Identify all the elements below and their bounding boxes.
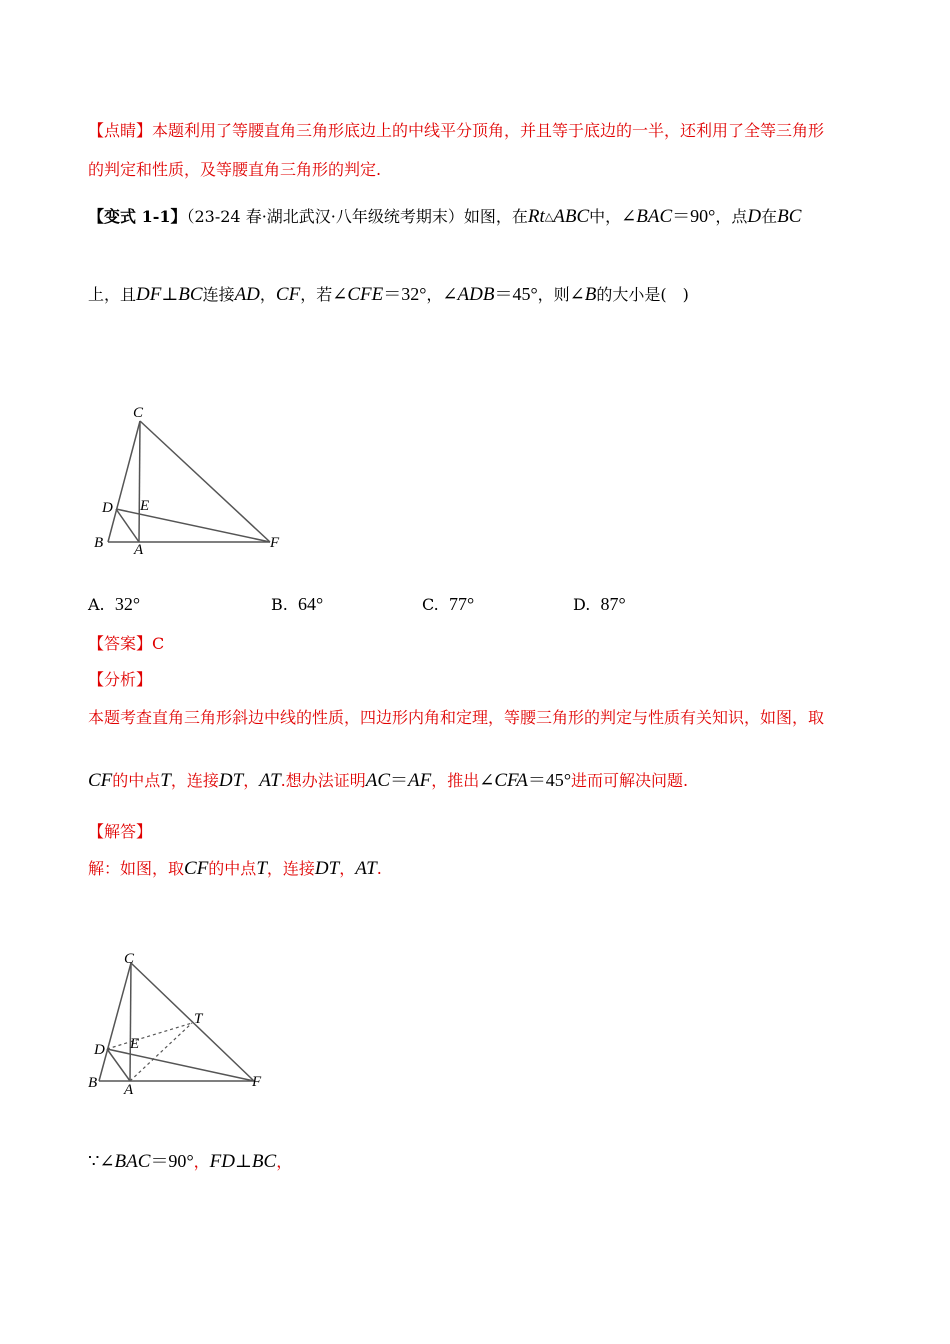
solution-text: 解：如图，取: [88, 859, 185, 878]
option-a[interactable]: [88, 594, 140, 615]
tip-line-1: [88, 118, 824, 141]
answer-value: C: [152, 634, 165, 653]
analysis-text: 的中点: [112, 771, 161, 790]
because-bac: BAC: [114, 1151, 151, 1172]
segment-ca: [130, 963, 131, 1081]
problem-text-zhong: 中，: [589, 207, 622, 226]
point-label-b: B: [94, 535, 104, 551]
analysis-line-2: [88, 766, 688, 792]
because-fd: FD: [209, 1151, 235, 1172]
angle-symbol: ∠: [569, 284, 585, 304]
analysis-at: AT: [259, 770, 281, 791]
segment-dt: [107, 1023, 192, 1049]
problem-bac: BAC: [636, 206, 673, 227]
analysis-text: .想办法证明: [280, 771, 366, 790]
solution-dt: DT: [314, 858, 340, 879]
point-label-d: D: [102, 500, 113, 516]
analysis-label: [88, 667, 152, 690]
segment-cf: [140, 421, 270, 542]
problem-ad: AD: [234, 284, 260, 305]
problem-label: 【变式 1-1】: [88, 207, 187, 226]
option-b-letter: B.: [271, 595, 288, 614]
analysis-text: ，连接: [170, 771, 219, 790]
solution-text: 的中点: [208, 859, 257, 878]
analysis-cf: CF: [88, 770, 113, 791]
problem-tail: 的大小是( ): [596, 285, 689, 304]
because-symbol: ∵: [88, 1151, 100, 1171]
problem-text-lianjie: 连接: [202, 285, 235, 304]
analysis-eq45: ＝45: [527, 770, 564, 790]
angle-symbol: ∠: [479, 770, 495, 790]
degree-symbol: °: [132, 594, 141, 614]
degree-symbol: °: [466, 594, 475, 614]
option-b-value: 64: [298, 594, 317, 614]
analysis-text: 进而可解决问题.: [571, 771, 689, 790]
solution-t: T: [256, 858, 267, 879]
option-a-value: 32: [114, 594, 133, 614]
segment-cb: [108, 421, 140, 542]
problem-cf: CF: [275, 284, 301, 305]
point-label-t: T: [194, 1011, 203, 1027]
figure-1: [88, 398, 288, 558]
problem-bc: BC: [777, 206, 802, 227]
solution-text: ，: [339, 859, 356, 878]
answer-label: 【答案】: [88, 634, 153, 653]
problem-cfe: CFE: [347, 284, 384, 305]
problem-comma: ，: [259, 285, 276, 304]
point-label-d: D: [94, 1042, 105, 1058]
problem-bc2: BC: [178, 284, 203, 305]
triangle-symbol: △: [544, 210, 554, 223]
point-label-b: B: [88, 1075, 98, 1091]
analysis-dt: DT: [218, 770, 244, 791]
analysis-text: ，推出: [431, 771, 480, 790]
problem-text-dian: ，点: [715, 207, 748, 226]
point-label-e: E: [140, 498, 150, 514]
analysis-t: T: [160, 770, 171, 791]
problem-text-zai: 在: [761, 207, 778, 226]
problem-df: DF: [136, 284, 162, 305]
solution-label-text: 【解答】: [88, 822, 153, 841]
tip-text-1: 本题利用了等腰直角三角形底边上的中线平分顶角，并且等于底边的一半，还利用了全等三角形: [152, 121, 825, 140]
option-c[interactable]: [422, 594, 474, 615]
solution-label: [88, 819, 152, 842]
segment-cb: [99, 963, 131, 1081]
degree-symbol: °: [186, 1151, 194, 1171]
tip-label: 【点睛】: [88, 121, 153, 140]
problem-text-ze: ，则: [537, 285, 570, 304]
problem-text-ruo: ，若: [300, 285, 333, 304]
problem-comma: ，: [426, 285, 443, 304]
solution-at: AT: [355, 858, 377, 879]
because-comma: ，: [193, 1152, 210, 1171]
analysis-label-text: 【分析】: [88, 670, 153, 689]
option-a-letter: A.: [88, 595, 105, 614]
problem-b: B: [584, 284, 597, 305]
option-b[interactable]: [271, 594, 323, 615]
because-end: ，: [276, 1152, 293, 1171]
degree-symbol: °: [708, 206, 716, 226]
degree-symbol: °: [530, 284, 538, 304]
because-bc: BC: [251, 1151, 277, 1172]
problem-eq32: ＝32: [383, 284, 420, 304]
degree-symbol: °: [563, 770, 572, 790]
point-label-f: F: [252, 1074, 262, 1090]
analysis-text-1: 本题考查直角三角形斜边中线的性质，四边形内角和定理，等腰三角形的判定与性质有关知识，如图，取: [88, 708, 825, 727]
option-d-value: 87: [600, 594, 619, 614]
tip-line-2: [88, 157, 381, 180]
tip-text-2: 的判定和性质，及等腰直角三角形的判定.: [88, 160, 382, 179]
point-label-a: A: [124, 1082, 134, 1098]
option-c-value: 77: [448, 594, 467, 614]
analysis-cfa: CFA: [494, 770, 528, 791]
problem-line-2: [88, 280, 689, 306]
solution-text: .: [376, 859, 382, 878]
figure-2: [86, 948, 276, 1098]
solution-text: ，连接: [266, 859, 315, 878]
point-label-f: F: [270, 535, 280, 551]
degree-symbol: °: [316, 594, 324, 614]
problem-text-shang: 上，且: [88, 285, 137, 304]
point-label-c: C: [124, 951, 135, 967]
perp-symbol: ⊥: [161, 284, 179, 304]
segment-ca: [139, 421, 140, 542]
problem-rt: Rt: [527, 206, 545, 227]
point-label-c: C: [133, 405, 144, 421]
solution-cf: CF: [184, 858, 209, 879]
angle-symbol: ∠: [332, 284, 348, 304]
perp-symbol: ⊥: [234, 1151, 252, 1171]
problem-eq90: ＝90: [672, 206, 709, 226]
point-label-e: E: [130, 1036, 140, 1052]
problem-line-1: [88, 202, 801, 228]
point-label-a: A: [134, 542, 144, 558]
problem-abc: ABC: [553, 206, 590, 227]
analysis-eq: ＝: [390, 770, 409, 790]
analysis-af: AF: [408, 770, 432, 791]
analysis-line-1: [88, 705, 824, 728]
option-d[interactable]: [573, 594, 626, 615]
degree-symbol: °: [618, 594, 626, 614]
problem-source: （23-24 春·湖北武汉·八年级统考期末）如图，在: [186, 207, 528, 226]
angle-symbol: ∠: [442, 284, 458, 304]
degree-symbol: °: [419, 284, 427, 304]
analysis-text: ，: [243, 771, 260, 790]
segment-df: [107, 1049, 254, 1081]
problem-d: D: [747, 206, 762, 227]
because-line: [88, 1147, 292, 1173]
problem-adb: ADB: [457, 284, 495, 305]
angle-symbol: ∠: [621, 206, 637, 226]
answer-line: [88, 631, 164, 654]
option-c-letter: C.: [422, 595, 439, 614]
segment-at: [130, 1023, 192, 1081]
problem-eq45: ＝45: [494, 284, 531, 304]
option-d-letter: D.: [573, 595, 591, 614]
solution-line-1: [88, 856, 382, 880]
because-eq90: ＝90: [150, 1151, 187, 1171]
analysis-ac: AC: [365, 770, 391, 791]
angle-symbol: ∠: [99, 1151, 115, 1171]
